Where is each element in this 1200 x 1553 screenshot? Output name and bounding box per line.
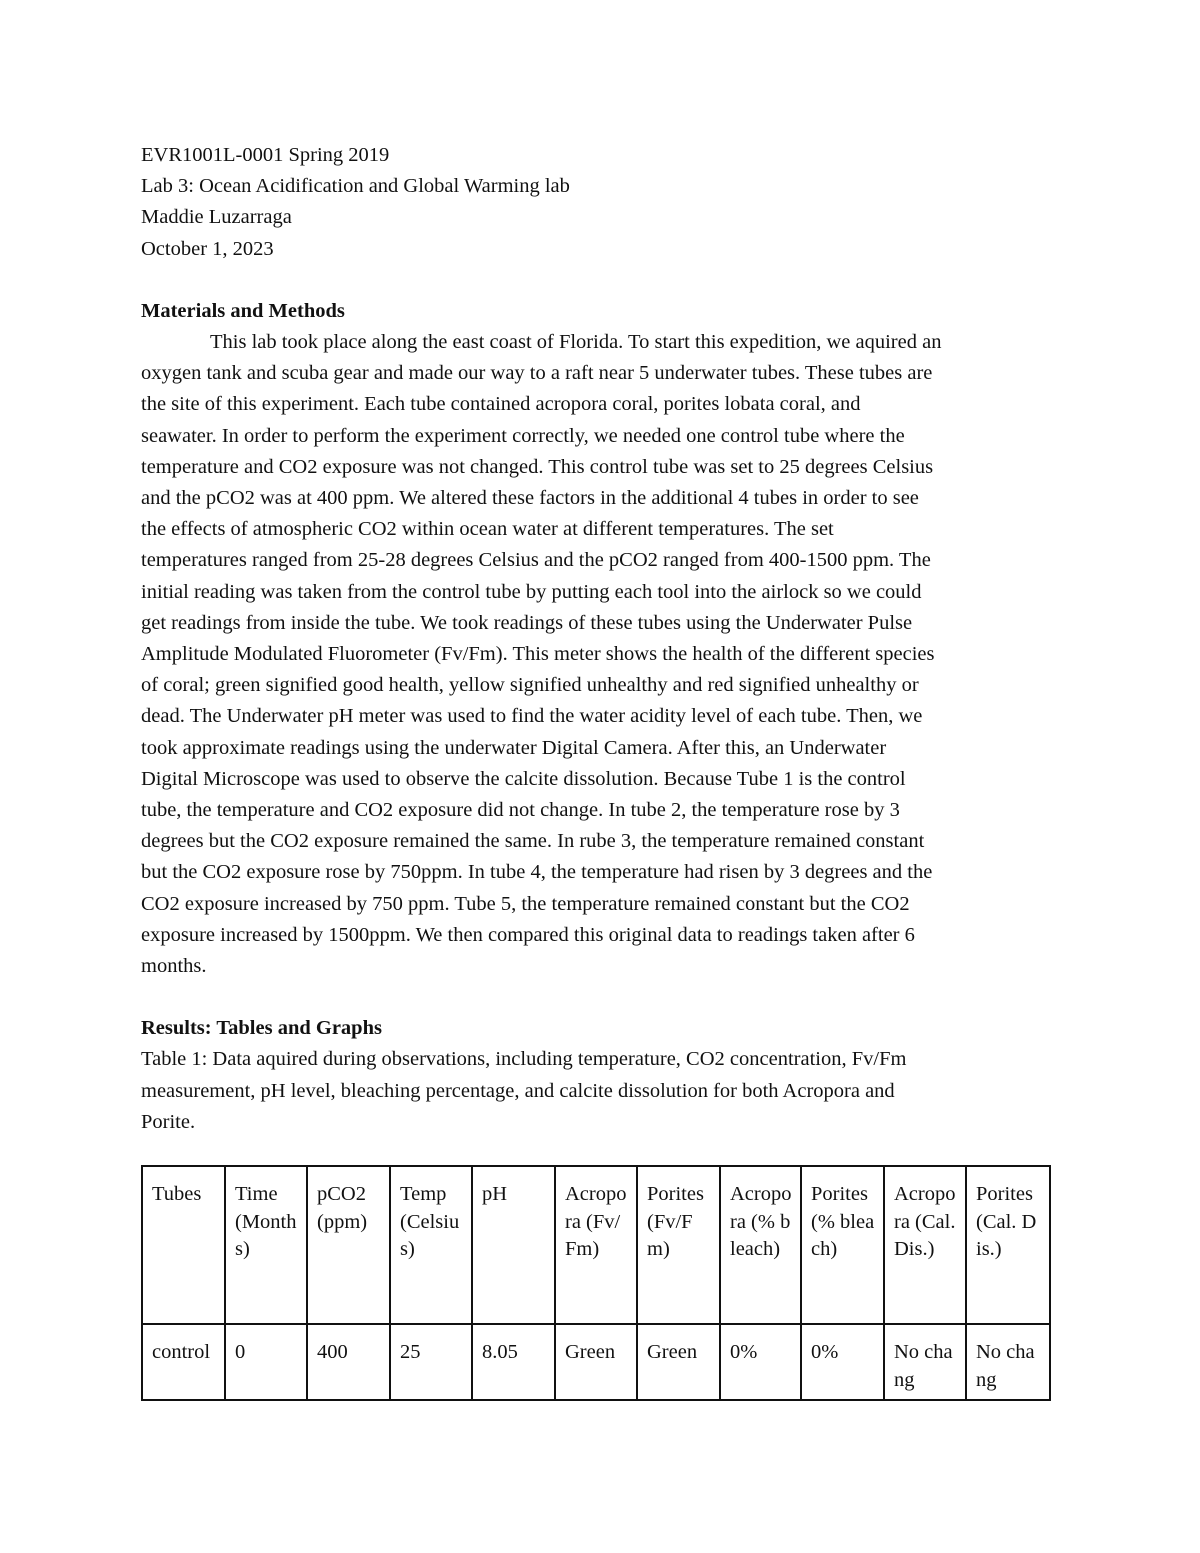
table-cell: No chang <box>884 1324 966 1400</box>
results-table <box>141 1165 1051 1401</box>
table-header-cell: Tubes <box>142 1166 225 1324</box>
lab-title: Lab 3: Ocean Acidification and Global Warming lab <box>141 175 570 198</box>
table-header-cell: Porites (Cal. Dis.) <box>966 1166 1050 1324</box>
table-cell: Green <box>555 1324 637 1400</box>
methods-line: Amplitude Modulated Fluorometer (Fv/Fm). This meter shows the health of the different species <box>141 643 935 666</box>
table-cell: 400 <box>307 1324 390 1400</box>
methods-line: months. <box>141 955 207 978</box>
table-header-cell: Acropora (% bleach) <box>720 1166 801 1324</box>
table-cell: No chang <box>966 1324 1050 1400</box>
table-header-cell: pH <box>472 1166 555 1324</box>
methods-line: the effects of atmospheric CO2 within ocean water at different temperatures. The set <box>141 518 834 541</box>
table-cell: 0 <box>225 1324 307 1400</box>
table-header-cell: Acropora (Cal. Dis.) <box>884 1166 966 1324</box>
table-cell: 8.05 <box>472 1324 555 1400</box>
methods-line: took approximate readings using the underwater Digital Camera. After this, an Underwater <box>141 736 887 759</box>
table-header-row <box>142 1166 1050 1324</box>
methods-line: tube, the temperature and CO2 exposure did not change. In tube 2, the temperature rose by 3 <box>141 799 900 822</box>
document-date: October 1, 2023 <box>141 237 274 260</box>
methods-paragraph <box>141 327 1071 982</box>
methods-line: and the pCO2 was at 400 ppm. We altered these factors in the additional 4 tubes in order to see <box>141 487 919 510</box>
table-header-cell: Porites (Fv/Fm) <box>637 1166 720 1324</box>
caption-line: Table 1: Data aquired during observations, including temperature, CO2 concentration, Fv/Fm <box>141 1048 907 1071</box>
methods-line: dead. The Underwater pH meter was used to find the water acidity level of each tube. Then, we <box>141 705 923 728</box>
methods-line: degrees but the CO2 exposure remained the same. In rube 3, the temperature remained constant <box>141 830 925 853</box>
table-header-cell: pCO2 (ppm) <box>307 1166 390 1324</box>
methods-line: oxygen tank and scuba gear and made our way to a raft near 5 underwater tubes. These tubes are <box>141 362 933 385</box>
table-cell: 25 <box>390 1324 472 1400</box>
results-heading: Results: Tables and Graphs <box>141 1017 382 1040</box>
course-line: EVR1001L-0001 Spring 2019 <box>141 144 390 166</box>
table-cell: Green <box>637 1324 720 1400</box>
methods-line: but the CO2 exposure rose by 750ppm. In tube 4, the temperature had risen by 3 degrees and the <box>141 861 933 884</box>
methods-heading: Materials and Methods <box>141 299 345 322</box>
methods-line: the site of this experiment. Each tube contained acropora coral, porites lobata coral, and <box>141 393 861 416</box>
methods-line: of coral; green signified good health, yellow signified unhealthy and red signified unhealthy or <box>141 674 919 697</box>
document-page <box>141 140 1071 1138</box>
table-header-cell: Porites (% bleach) <box>801 1166 884 1324</box>
caption-line: measurement, pH level, bleaching percentage, and calcite dissolution for both Acropora and <box>141 1079 895 1102</box>
caption-line: Porite. <box>141 1110 196 1133</box>
methods-line: CO2 exposure increased by 750 ppm. Tube 5, the temperature remained constant but the CO2 <box>141 892 910 915</box>
document-header <box>141 140 1071 265</box>
methods-line: This lab took place along the east coast of Florida. To start this expedition, we aquired an <box>210 331 942 354</box>
methods-line: temperature and CO2 exposure was not changed. This control tube was set to 25 degrees Celsius <box>141 455 934 478</box>
table-header-cell: Time (Months) <box>225 1166 307 1324</box>
table-cell: 0% <box>801 1324 884 1400</box>
table-row <box>142 1324 1050 1400</box>
table-cell: control <box>142 1324 225 1400</box>
methods-line: initial reading was taken from the control tube by putting each tool into the airlock so we could <box>141 580 922 603</box>
methods-line: get readings from inside the tube. We took readings of these tubes using the Underwater Pulse <box>141 611 913 634</box>
table-cell: 0% <box>720 1324 801 1400</box>
table-header-cell: Temp (Celsius) <box>390 1166 472 1324</box>
author-name: Maddie Luzarraga <box>141 206 292 229</box>
table-caption <box>141 1044 1071 1138</box>
methods-line: temperatures ranged from 25-28 degrees Celsius and the pCO2 ranged from 400-1500 ppm. The <box>141 549 931 572</box>
methods-line: Digital Microscope was used to observe the calcite dissolution. Because Tube 1 is the control <box>141 767 906 790</box>
table-header-cell: Acropora (Fv/Fm) <box>555 1166 637 1324</box>
methods-line: seawater. In order to perform the experiment correctly, we needed one control tube where the <box>141 424 905 447</box>
methods-line: exposure increased by 1500ppm. We then compared this original data to readings taken after 6 <box>141 923 915 946</box>
